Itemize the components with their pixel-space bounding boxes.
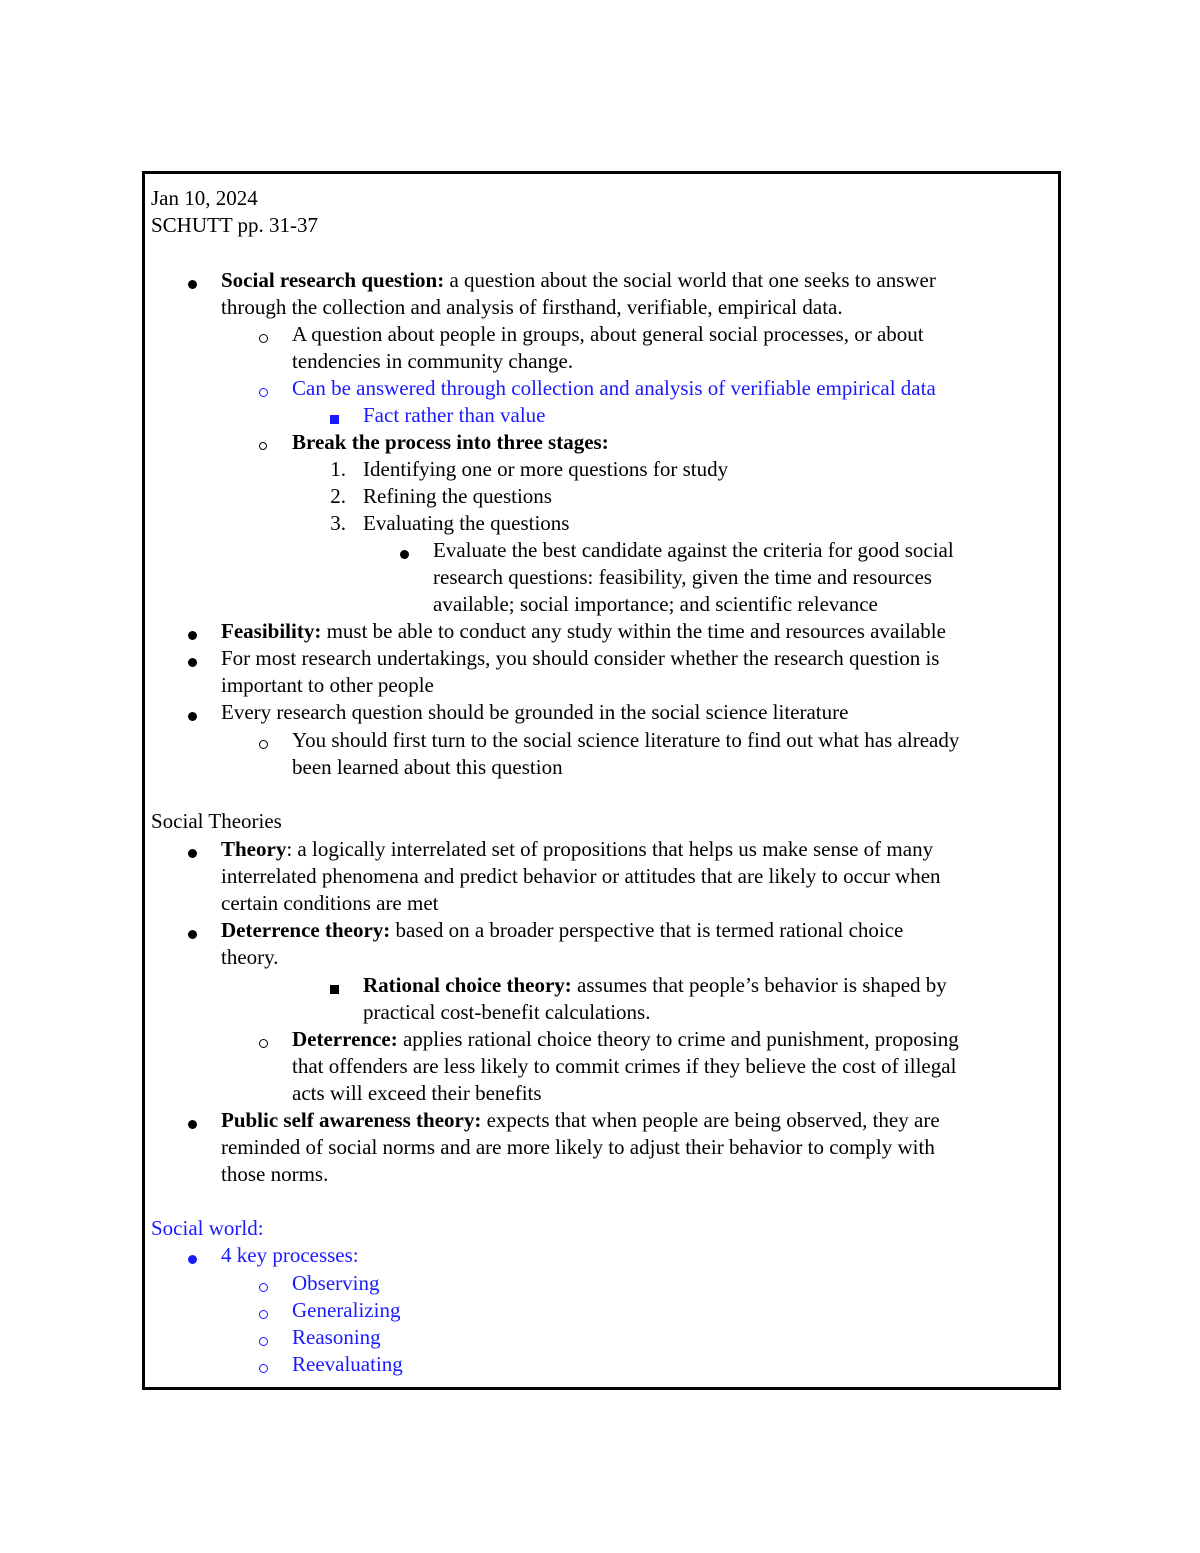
bullet-circle-icon bbox=[259, 740, 268, 749]
public-self-awareness-item-cont: those norms. bbox=[221, 1162, 329, 1186]
evaluate-item-cont: available; social importance; and scientific relevance bbox=[433, 592, 878, 616]
research-question-def-cont: through the collection and analysis of firsthand, verifiable, empirical data. bbox=[221, 295, 843, 319]
process-item: Reasoning bbox=[292, 1325, 381, 1349]
deterrence-item-cont: acts will exceed their benefits bbox=[292, 1081, 542, 1105]
stage-number: 2. bbox=[330, 484, 346, 508]
stage-item: Refining the questions bbox=[363, 484, 552, 508]
process-item: Reevaluating bbox=[292, 1352, 403, 1376]
bullet-circle-icon bbox=[259, 1364, 268, 1373]
stage-item: Evaluating the questions bbox=[363, 511, 570, 535]
notes-frame bbox=[142, 171, 1061, 1390]
rational-choice-item: Rational choice theory: assumes that people’s behavior is shaped by bbox=[363, 973, 947, 997]
bullet-dot-icon bbox=[188, 658, 197, 667]
sub-item-stages: Break the process into three stages: bbox=[292, 430, 609, 454]
evaluate-item: Evaluate the best candidate against the criteria for good social bbox=[433, 538, 954, 562]
process-item: Observing bbox=[292, 1271, 380, 1295]
sub-sub-item-fact: Fact rather than value bbox=[363, 403, 546, 427]
public-self-awareness-item: Public self awareness theory: expects that when people are being observed, they are bbox=[221, 1108, 940, 1132]
literature-sub-item-cont: been learned about this question bbox=[292, 755, 563, 779]
theory-item: Theory: a logically interrelated set of propositions that helps us make sense of many bbox=[221, 837, 934, 861]
bullet-dot-icon bbox=[188, 631, 197, 640]
importance-item: For most research undertakings, you should consider whether the research question is bbox=[221, 646, 940, 670]
deterrence-item: Deterrence: applies rational choice theory to crime and punishment, proposing bbox=[292, 1027, 959, 1051]
deterrence-theory-item-cont: theory. bbox=[221, 945, 279, 969]
section-heading-social-world: Social world: bbox=[151, 1216, 264, 1240]
sub-item-groups-cont: tendencies in community change. bbox=[292, 349, 574, 373]
stage-item: Identifying one or more questions for study bbox=[363, 457, 729, 481]
bullet-circle-icon bbox=[259, 388, 268, 397]
bullet-dot-icon bbox=[188, 930, 197, 939]
source-citation: SCHUTT pp. 31-37 bbox=[151, 213, 319, 237]
section-heading-theories: Social Theories bbox=[151, 809, 282, 833]
importance-item-cont: important to other people bbox=[221, 673, 434, 697]
bullet-dot-icon bbox=[188, 1120, 197, 1129]
bullet-dot-icon bbox=[188, 712, 197, 721]
bullet-circle-icon bbox=[259, 334, 268, 343]
bullet-circle-icon bbox=[259, 1039, 268, 1048]
evaluate-item-cont: research questions: feasibility, given the time and resources bbox=[433, 565, 932, 589]
bullet-circle-icon bbox=[259, 442, 267, 450]
literature-item: Every research question should be grounded in the social science literature bbox=[221, 700, 849, 724]
deterrence-item-cont: that offenders are less likely to commit crimes if they believe the cost of illegal bbox=[292, 1054, 957, 1078]
theory-item-cont: interrelated phenomena and predict behavior or attitudes that are likely to occur when bbox=[221, 864, 941, 888]
bullet-square-icon bbox=[330, 415, 339, 424]
bullet-circle-icon bbox=[259, 1310, 268, 1319]
public-self-awareness-item-cont: reminded of social norms and are more likely to adjust their behavior to comply with bbox=[221, 1135, 935, 1159]
stage-number: 1. bbox=[330, 457, 346, 481]
research-question-item: Social research question: a question about the social world that one seeks to answer bbox=[221, 268, 936, 292]
stage-number: 3. bbox=[330, 511, 346, 535]
rational-choice-item-cont: practical cost-benefit calculations. bbox=[363, 1000, 651, 1024]
theory-item-cont: certain conditions are met bbox=[221, 891, 439, 915]
key-processes-item: 4 key processes: bbox=[221, 1243, 359, 1267]
date: Jan 10, 2024 bbox=[151, 186, 258, 210]
bullet-dot-icon bbox=[188, 849, 197, 858]
bullet-dot-icon bbox=[188, 280, 197, 289]
bullet-square-icon bbox=[330, 985, 339, 994]
bullet-circle-icon bbox=[259, 1283, 268, 1292]
bullet-dot-icon bbox=[188, 1255, 197, 1264]
sub-item-empirical: Can be answered through collection and analysis of verifiable empirical data bbox=[292, 376, 936, 400]
sub-item-groups: A question about people in groups, about general social processes, or about bbox=[292, 322, 924, 346]
bullet-circle-icon bbox=[259, 1337, 268, 1346]
bullet-dot-icon bbox=[400, 550, 409, 559]
deterrence-theory-item: Deterrence theory: based on a broader perspective that is termed rational choice bbox=[221, 918, 904, 942]
feasibility-item: Feasibility: must be able to conduct any study within the time and resources available bbox=[221, 619, 946, 643]
literature-sub-item: You should first turn to the social science literature to find out what has already bbox=[292, 728, 960, 752]
process-item: Generalizing bbox=[292, 1298, 401, 1322]
